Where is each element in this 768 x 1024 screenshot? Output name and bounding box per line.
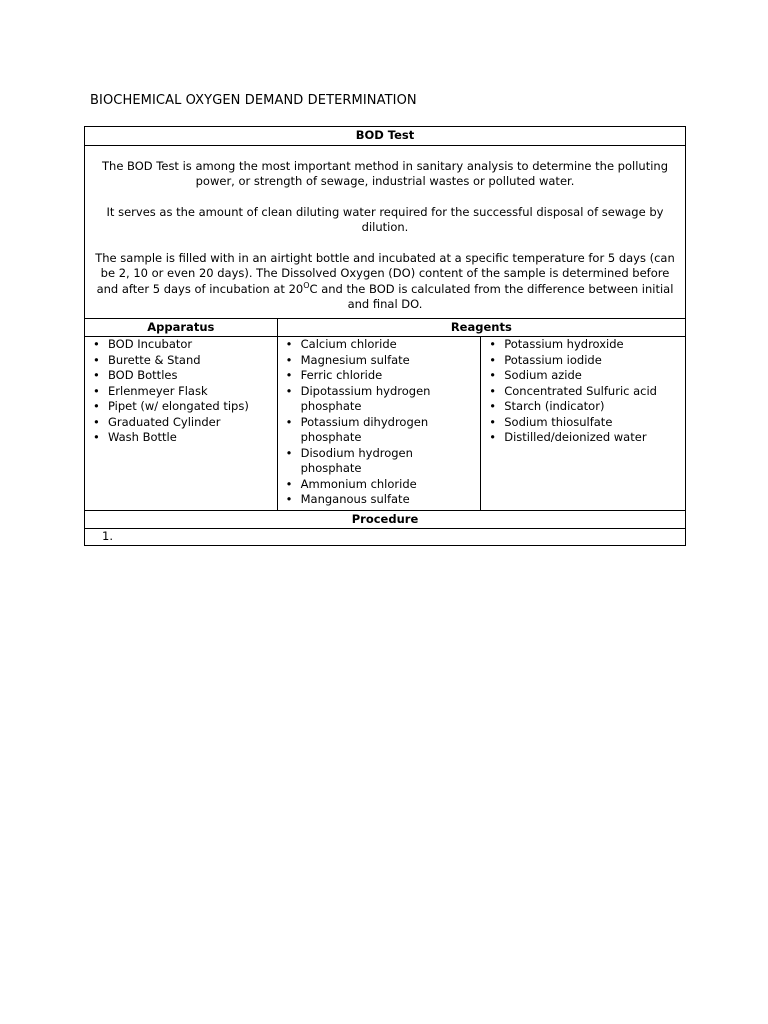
bullet-icon: • <box>285 492 293 506</box>
bullet-icon: • <box>93 368 100 382</box>
reagents-list-2 <box>485 337 681 448</box>
bullet-icon: • <box>93 337 100 351</box>
reagents-list-1 <box>282 337 477 510</box>
bullet-icon: • <box>93 430 100 444</box>
apparatus-item <box>89 415 273 431</box>
bullet-icon: • <box>285 414 293 429</box>
apparatus-cell <box>85 337 278 511</box>
bullet-icon: • <box>489 368 497 382</box>
apparatus-item <box>89 353 273 369</box>
reagent-item-label: Sodium thiosulfate <box>504 414 613 429</box>
description-paragraph-3 <box>89 251 681 313</box>
reagent-item <box>485 415 681 431</box>
reagent-item-label: Distilled/deionized water <box>504 430 647 444</box>
bullet-icon: • <box>93 383 100 398</box>
reagent-item <box>282 415 477 446</box>
bullet-icon: • <box>285 352 293 367</box>
description-paragraph-3-text-b: C and the BOD is calculated from the difference between initial and final DO. <box>309 281 674 311</box>
description-paragraph-2: It serves as the amount of clean diluting water required for the successful disposal of sewage by dilution. <box>106 204 664 234</box>
description-row <box>85 145 686 318</box>
bullet-icon: • <box>285 383 293 398</box>
apparatus-item-label: Graduated Cylinder <box>108 414 221 429</box>
document-title: BIOCHEMICAL OXYGEN DEMAND DETERMINATION <box>90 93 417 108</box>
reagent-item-label: Manganous sulfate <box>300 492 410 506</box>
apparatus-item <box>89 399 273 415</box>
reagent-item <box>282 384 477 415</box>
reagent-item-label: Calcium chloride <box>300 337 397 351</box>
reagents-cell-2 <box>481 337 686 511</box>
reagent-item-label: Starch (indicator) <box>504 399 605 413</box>
reagent-item-label: Sodium azide <box>504 368 582 382</box>
reagent-item-label: Ferric chloride <box>300 368 383 382</box>
apparatus-item-label: Erlenmeyer Flask <box>108 383 208 398</box>
reagent-item <box>485 368 681 384</box>
reagent-item-label: Magnesium sulfate <box>300 352 410 367</box>
reagent-item <box>282 492 477 508</box>
degree-symbol: O <box>303 280 310 290</box>
apparatus-item-label: BOD Bottles <box>108 368 178 382</box>
reagent-item-label: Disodium hydrogen phosphate <box>300 445 413 475</box>
description-cell <box>85 145 686 318</box>
reagents-header: Reagents <box>277 318 685 337</box>
apparatus-item <box>89 368 273 384</box>
reagent-item <box>282 446 477 477</box>
bullet-icon: • <box>489 383 497 398</box>
apparatus-item <box>89 384 273 400</box>
bullet-icon: • <box>489 414 497 429</box>
reagent-item <box>485 399 681 415</box>
procedure-header: Procedure <box>85 510 686 529</box>
bullet-icon: • <box>93 399 100 413</box>
reagent-item <box>282 353 477 369</box>
bullet-icon: • <box>285 368 293 382</box>
description-paragraph-3-text-a: The sample is filled with in an airtight bottle and incubated at a specific temperature for 5 days (can be 2, 10 or even 20 days). The Dissolved Oxygen (DO) content of the sample is determined before and after 5 days of incubation at 20 <box>95 250 675 296</box>
description-paragraph-1: The BOD Test is among the most important method in sanitary analysis to determine the polluting power, or strength of sewage, industrial wastes or polluted water. <box>102 158 668 188</box>
apparatus-item-label: Burette & Stand <box>108 352 201 367</box>
bod-test-table <box>84 126 686 546</box>
bullet-icon: • <box>285 476 293 491</box>
section-header-row <box>85 318 686 337</box>
bullet-icon: • <box>93 352 100 367</box>
apparatus-item-label: Wash Bottle <box>108 430 177 444</box>
apparatus-list <box>89 337 273 448</box>
apparatus-item-label: BOD Incubator <box>108 337 193 351</box>
apparatus-item <box>89 430 273 446</box>
bod-test-header: BOD Test <box>85 127 686 146</box>
reagent-item <box>282 368 477 384</box>
reagent-item <box>485 430 681 446</box>
procedure-row <box>85 529 686 546</box>
reagent-item-label: Potassium iodide <box>504 352 602 367</box>
reagent-item <box>485 337 681 353</box>
bullet-icon: • <box>489 337 497 351</box>
bullet-icon: • <box>285 445 293 460</box>
reagent-item-label: Concentrated Sulfuric acid <box>504 383 657 398</box>
reagent-item-label: Dipotassium hydrogen phosphate <box>300 383 431 413</box>
reagent-item <box>485 353 681 369</box>
reagent-item <box>485 384 681 400</box>
bod-test-header-row <box>85 127 686 146</box>
reagents-cell-1 <box>277 337 481 511</box>
apparatus-item <box>89 337 273 353</box>
bullet-icon: • <box>489 399 497 413</box>
bullet-icon: • <box>93 414 100 429</box>
apparatus-item-label: Pipet (w/ elongated tips) <box>108 399 249 413</box>
apparatus-header: Apparatus <box>85 318 278 337</box>
bullet-icon: • <box>285 337 293 351</box>
items-row <box>85 337 686 511</box>
bullet-icon: • <box>489 430 497 444</box>
procedure-item-1: 1. <box>85 529 686 546</box>
reagent-item-label: Ammonium chloride <box>300 476 417 491</box>
reagent-item <box>282 337 477 353</box>
reagent-item-label: Potassium dihydrogen phosphate <box>300 414 429 444</box>
reagent-item-label: Potassium hydroxide <box>504 337 624 351</box>
procedure-header-row <box>85 510 686 529</box>
bullet-icon: • <box>489 352 497 367</box>
reagent-item <box>282 477 477 493</box>
